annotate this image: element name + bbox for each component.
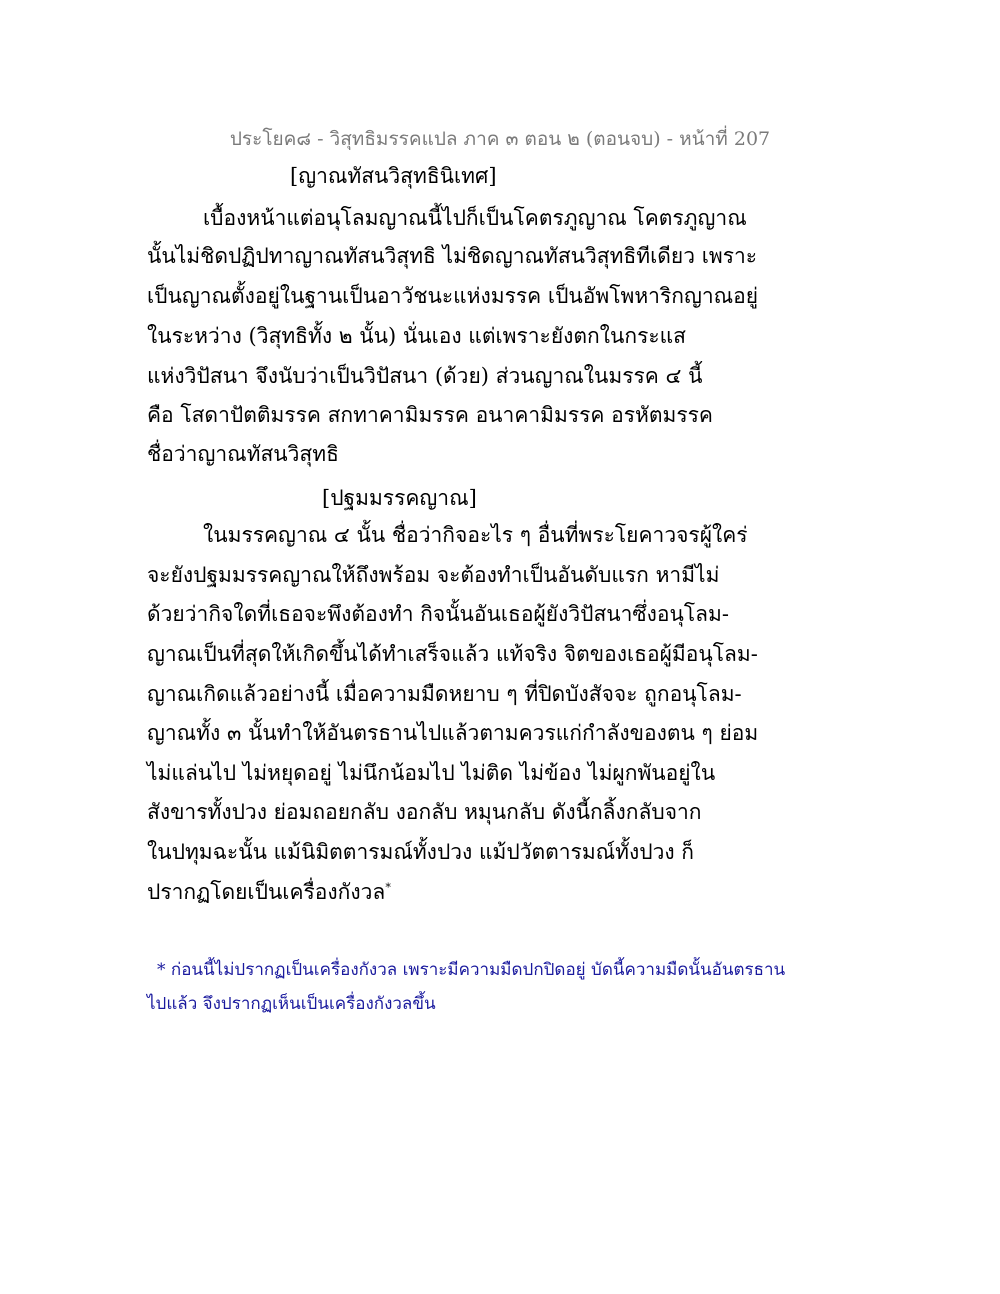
paragraph-line: จะยังปฐมมรรคญาณให้ถึงพร้อม จะต้องทำเป็นอันดับแรก หามีไม่ bbox=[147, 563, 720, 587]
paragraph-line: ไม่แล่นไป ไม่หยุดอยู่ ไม่นึกน้อมไป ไม่ติด ไม่ข้อง ไม่ผูกพันอยู่ใน bbox=[147, 761, 716, 785]
section-heading-pathamamagga: [ปฐมมรรคญาณ] bbox=[322, 486, 477, 510]
paragraph-line: สังขารทั้งปวง ย่อมถอยกลับ งอกลับ หมุนกลับ ดังนี้กลิ้งกลับจาก bbox=[147, 800, 702, 824]
paragraph-line: ญาณเป็นที่สุดให้เกิดขึ้นได้ทำเสร็จแล้ว แท้จริง จิตของเธอผู้มีอนุโลม- bbox=[147, 642, 758, 666]
paragraph-line-text: ปรากฏโดยเป็นเครื่องกังวล bbox=[147, 880, 386, 904]
footnote-line: * ก่อนนี้ไม่ปรากฏเป็นเครื่องกังวล เพราะมีความมืดปกปิดอยู่ บัดนี้ความมืดนั้นอันตรธาน bbox=[157, 960, 786, 980]
page-header: ประโยค๘ - วิสุทธิมรรคแปล ภาค ๓ ตอน ๒ (ตอนจบ) - หน้าที่ 207 bbox=[229, 128, 771, 150]
paragraph-line: เบื้องหน้าแต่อนุโลมญาณนี้ไปก็เป็นโคตรภูญาณ โคตรภูญาณ bbox=[203, 206, 747, 230]
footnote-line: ไปแล้ว จึงปรากฏเห็นเป็นเครื่องกังวลขึ้น bbox=[147, 994, 436, 1014]
paragraph-line: ด้วยว่ากิจใดที่เธอจะพึงต้องทำ กิจนั้นอันเธอผู้ยังวิปัสนาซึ่งอนุโลม- bbox=[147, 602, 729, 626]
section-heading-nanadassana: [ญาณทัสนวิสุทธินิเทศ] bbox=[290, 164, 497, 188]
footnote-reference-marker: * bbox=[385, 881, 391, 894]
paragraph-line: ชื่อว่าญาณทัสนวิสุทธิ bbox=[147, 442, 339, 466]
paragraph-line: ในระหว่าง (วิสุทธิทั้ง ๒ นั้น) นั่นเอง แต่เพราะยังตกในกระแส bbox=[147, 324, 686, 348]
paragraph-line: คือ โสดาปัตติมรรค สกทาคามิมรรค อนาคามิมรรค อรหัตมรรค bbox=[147, 403, 713, 427]
paragraph-line: ในมรรคญาณ ๔ นั้น ชื่อว่ากิจอะไร ๆ อื่นที่พระโยคาวจรผู้ใคร่ bbox=[203, 523, 748, 547]
paragraph-line: ในปทุมฉะนั้น แม้นิมิตตารมณ์ทั้งปวง แม้ปวัตตารมณ์ทั้งปวง ก็ bbox=[147, 840, 695, 864]
paragraph-line: นั้นไม่ชิดปฏิปทาญาณทัสนวิสุทธิ ไม่ชิดญาณทัสนวิสุทธิทีเดียว เพราะ bbox=[147, 244, 758, 268]
paragraph-line: ญาณทั้ง ๓ นั้นทำให้อันตรธานไปแล้วตามควรแก่กำลังของตน ๆ ย่อม bbox=[147, 721, 759, 745]
paragraph-line: เป็นญาณตั้งอยู่ในฐานเป็นอาวัชนะแห่งมรรค เป็นอัพโพหาริกญาณอยู่ bbox=[147, 284, 759, 308]
paragraph-line-last bbox=[147, 876, 391, 909]
paragraph-line: ญาณเกิดแล้วอย่างนี้ เมื่อความมืดหยาบ ๆ ที่ปิดบังสัจจะ ถูกอนุโลม- bbox=[147, 682, 742, 706]
paragraph-line: แห่งวิปัสนา จึงนับว่าเป็นวิปัสนา (ด้วย) ส่วนญาณในมรรค ๔ นี้ bbox=[147, 364, 703, 388]
